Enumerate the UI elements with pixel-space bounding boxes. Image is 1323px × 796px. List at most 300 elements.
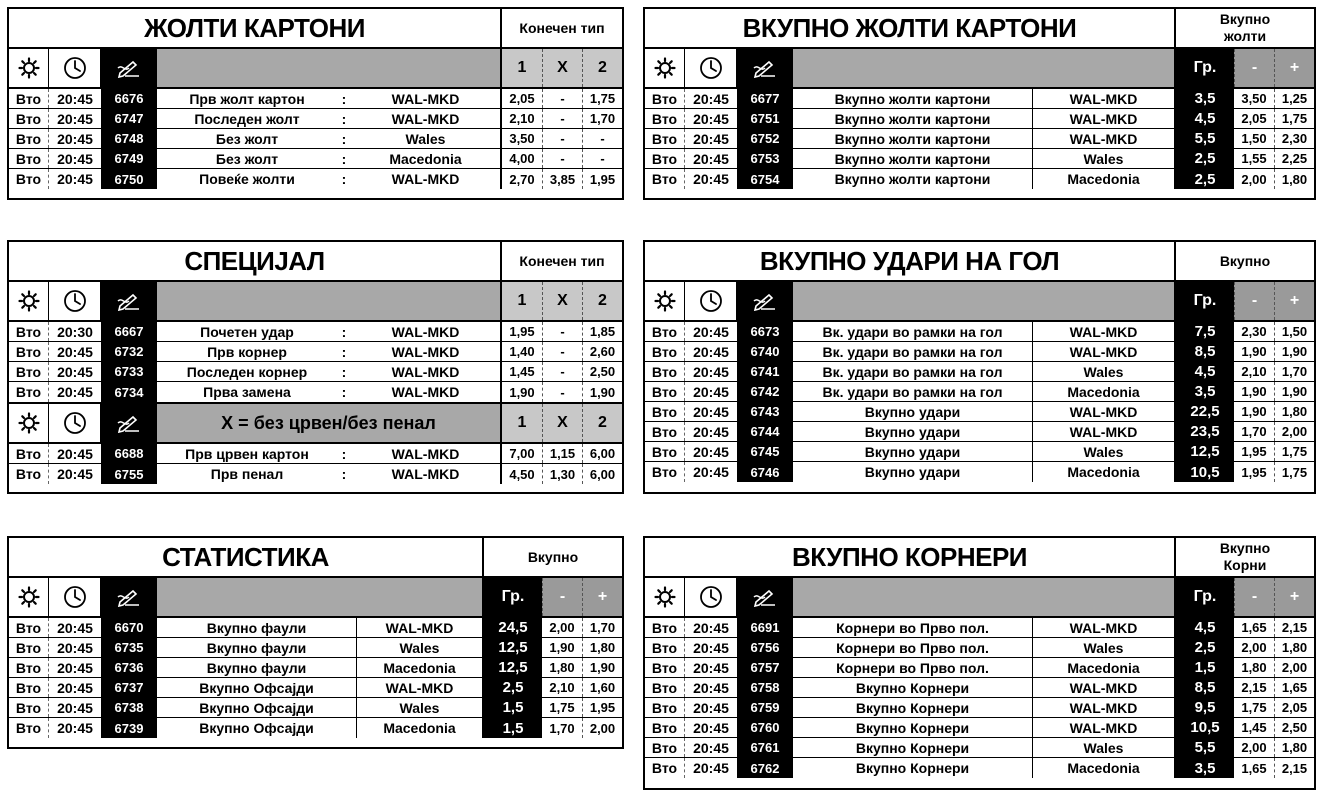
odd-cell[interactable]: 1,85	[582, 322, 622, 341]
table-row[interactable]	[9, 129, 622, 149]
odd-cell[interactable]: 1,95	[1241, 464, 1267, 480]
market-name: Вкупно Корнери	[793, 758, 1033, 778]
sun-icon	[645, 578, 685, 616]
odd-cell[interactable]: 1,95	[582, 698, 622, 717]
odd-cell[interactable]: 1,80	[549, 660, 575, 675]
separator: :	[341, 171, 347, 187]
odd-cell[interactable]: 2,15	[1274, 758, 1314, 778]
odd-cell[interactable]: 2,10	[509, 111, 535, 126]
rows	[9, 322, 622, 404]
odd-cell[interactable]: 7,00	[509, 446, 535, 461]
code-cell: 6740	[737, 342, 793, 361]
odd-cell[interactable]: 1,30	[542, 464, 582, 484]
table-row[interactable]	[645, 362, 1314, 382]
header-grey-bar	[793, 49, 1176, 87]
odd-cell[interactable]: 1,90	[582, 382, 622, 402]
odd-cell[interactable]: -	[542, 149, 582, 168]
icon-row	[645, 282, 1314, 322]
code-cell: 6738	[101, 698, 157, 717]
separator: :	[341, 384, 347, 400]
odd-cell[interactable]: 1,25	[1274, 89, 1314, 108]
time-cell: 20:45	[693, 639, 729, 656]
odd-cell[interactable]: 1,75	[1241, 700, 1267, 715]
table-row[interactable]	[9, 109, 622, 129]
table-row[interactable]	[645, 109, 1314, 129]
rows	[9, 89, 622, 189]
line-cell: 7,5	[1176, 322, 1234, 341]
odd-cell[interactable]: 2,00	[1241, 171, 1267, 187]
header-grey-bar	[157, 578, 484, 616]
market-name: Вк. удари во рамки на гол	[793, 362, 1033, 381]
table-row[interactable]	[645, 462, 1314, 482]
time-cell: 20:45	[57, 384, 93, 400]
odd-cell[interactable]: 1,80	[1274, 638, 1314, 657]
code-cell: 6762	[737, 758, 793, 778]
team-cell: WAL-MKD	[351, 322, 502, 341]
code-cell: 6753	[737, 149, 793, 168]
odds-header-1: -	[542, 578, 582, 616]
time-cell: 20:45	[57, 659, 93, 676]
odd-cell[interactable]: 2,05	[1241, 111, 1267, 126]
team-cell: WAL-MKD	[1033, 322, 1176, 341]
line-cell: 8,5	[1176, 678, 1234, 697]
team-cell: Wales	[1033, 638, 1176, 657]
table-row[interactable]	[645, 618, 1314, 638]
odds-header-2: 2	[582, 49, 622, 87]
odd-cell[interactable]: 1,95	[582, 169, 622, 189]
odd-cell[interactable]: 2,50	[582, 362, 622, 381]
odd-cell[interactable]: 1,75	[1274, 442, 1314, 461]
table-row[interactable]	[9, 342, 622, 362]
sun-icon	[9, 578, 49, 616]
team-cell: Wales	[1033, 738, 1176, 757]
odd-cell[interactable]: 1,70	[549, 720, 575, 736]
code-cell: 6749	[101, 149, 157, 168]
market-name: Вкупно фаули	[157, 658, 357, 677]
market-name: Прва замена	[203, 384, 291, 400]
code-cell: 6752	[737, 129, 793, 148]
code-cell: 6677	[737, 89, 793, 108]
odds-header-1: -	[1234, 282, 1274, 320]
odd-cell[interactable]: 1,45	[1241, 720, 1267, 735]
day-cell: Вто	[9, 658, 49, 677]
table-row[interactable]	[9, 618, 622, 638]
odd-cell[interactable]: 1,40	[509, 344, 535, 359]
odd-cell[interactable]: 3,50	[509, 131, 535, 146]
panel-title: ВКУПНО ЖОЛТИ КАРТОНИ	[645, 9, 1176, 47]
code-cell: 6743	[737, 402, 793, 421]
day-cell: Вто	[9, 89, 49, 108]
odd-cell[interactable]: 1,75	[1274, 109, 1314, 128]
market-name: Вкупно жолти картони	[793, 89, 1033, 108]
market-name: Вкупно Офсајди	[157, 698, 357, 717]
odd-cell[interactable]: 2,00	[1274, 422, 1314, 441]
table-row[interactable]	[645, 402, 1314, 422]
time-cell: 20:45	[693, 343, 729, 360]
market-name: Вкупно фаули	[157, 638, 357, 657]
day-cell: Вто	[9, 382, 49, 402]
odd-cell[interactable]: 1,90	[549, 640, 575, 655]
odds-header-0: Гр.	[1176, 578, 1234, 616]
table-row[interactable]	[645, 149, 1314, 169]
odd-cell[interactable]: -	[582, 149, 622, 168]
table-row[interactable]	[9, 322, 622, 342]
panel-header	[9, 9, 622, 49]
odd-cell[interactable]: 1,90	[509, 384, 535, 400]
type-label: Вкупно	[527, 548, 579, 565]
clock-icon	[685, 578, 737, 616]
line-cell: 1,5	[1176, 658, 1234, 677]
odd-cell[interactable]: 1,75	[549, 700, 575, 715]
time-cell: 20:45	[693, 739, 729, 756]
code-cell: 6756	[737, 638, 793, 657]
odd-cell[interactable]: 1,75	[1274, 462, 1314, 482]
day-cell: Вто	[645, 402, 685, 421]
day-cell: Вто	[645, 718, 685, 737]
odd-cell[interactable]: 1,70	[1274, 362, 1314, 381]
table-row[interactable]	[645, 698, 1314, 718]
odd-cell[interactable]: 1,50	[1274, 322, 1314, 341]
odd-cell[interactable]: 2,30	[1274, 129, 1314, 148]
odd-cell[interactable]: -	[542, 109, 582, 128]
header-grey-bar: X = без црвен/без пенал	[157, 404, 502, 442]
table-row[interactable]	[645, 322, 1314, 342]
icon-row	[9, 49, 622, 89]
time-cell: 20:30	[57, 323, 93, 340]
team-cell: Wales	[357, 698, 484, 717]
odd-cell[interactable]: 6,00	[582, 464, 622, 484]
market-name: Вкупно удари	[793, 442, 1033, 461]
table-row[interactable]	[9, 382, 622, 402]
special-panel	[7, 240, 624, 494]
market-name: Вкупно удари	[793, 462, 1033, 482]
time-cell: 20:45	[693, 130, 729, 147]
table-row[interactable]	[9, 464, 622, 484]
team-cell: WAL-MKD	[351, 169, 502, 189]
pen-icon	[737, 49, 793, 87]
odd-cell[interactable]: 1,95	[509, 324, 535, 339]
odd-cell[interactable]: 3,85	[542, 169, 582, 189]
code-cell: 6758	[737, 678, 793, 697]
day-cell: Вто	[9, 678, 49, 697]
team-cell: Macedonia	[357, 658, 484, 677]
market-name: Без жолт	[215, 130, 279, 147]
market-name: Прв корнер	[207, 343, 287, 360]
odds-header-0: 1	[502, 404, 542, 442]
odd-cell[interactable]: 2,70	[509, 171, 535, 187]
line-cell: 10,5	[1176, 718, 1234, 737]
odd-cell[interactable]: -	[542, 89, 582, 108]
odd-cell[interactable]: 2,00	[582, 718, 622, 738]
separator: :	[341, 130, 347, 147]
odd-cell[interactable]: 2,10	[549, 680, 575, 695]
day-cell: Вто	[9, 638, 49, 657]
odd-cell[interactable]: 2,00	[1274, 658, 1314, 677]
odd-cell[interactable]: -	[542, 362, 582, 381]
odd-cell[interactable]: 1,60	[582, 678, 622, 697]
odd-cell[interactable]: 2,15	[1241, 680, 1267, 695]
team-cell: Wales	[1033, 442, 1176, 461]
team-cell: Macedonia	[357, 718, 484, 738]
day-cell: Вто	[645, 658, 685, 677]
code-cell: 6741	[737, 362, 793, 381]
odd-cell[interactable]: 1,55	[1241, 151, 1267, 166]
market-name: Вкупно жолти картони	[793, 149, 1033, 168]
odd-cell[interactable]: 1,90	[1241, 344, 1267, 359]
odds-header-0: Гр.	[484, 578, 542, 616]
team-cell: Macedonia	[1033, 382, 1176, 401]
odd-cell[interactable]: -	[582, 129, 622, 148]
day-cell: Вто	[645, 678, 685, 697]
table-row[interactable]	[645, 169, 1314, 189]
odd-cell[interactable]: 1,90	[1274, 382, 1314, 401]
line-cell: 1,5	[484, 698, 542, 717]
table-row[interactable]	[645, 678, 1314, 698]
time-cell: 20:45	[693, 679, 729, 696]
day-cell: Вто	[9, 464, 49, 484]
odd-cell[interactable]: 2,00	[1241, 740, 1267, 755]
day-cell: Вто	[645, 638, 685, 657]
odd-cell[interactable]: 1,80	[1274, 402, 1314, 421]
code-cell: 6759	[737, 698, 793, 717]
team-cell: WAL-MKD	[1033, 342, 1176, 361]
odd-cell[interactable]: 1,75	[582, 89, 622, 108]
time-cell: 20:45	[57, 130, 93, 147]
time-cell: 20:45	[57, 619, 93, 636]
time-cell: 20:45	[57, 445, 93, 462]
separator: :	[341, 343, 347, 360]
line-cell: 12,5	[484, 658, 542, 677]
odd-cell[interactable]: 1,90	[1274, 342, 1314, 361]
code-cell: 6670	[101, 618, 157, 637]
table-row[interactable]	[9, 658, 622, 678]
odd-cell[interactable]: 1,90	[1241, 404, 1267, 419]
table-row[interactable]	[645, 422, 1314, 442]
team-cell: Wales	[1033, 149, 1176, 168]
day-cell: Вто	[9, 149, 49, 168]
time-cell: 20:45	[57, 639, 93, 656]
day-cell: Вто	[645, 362, 685, 381]
odd-cell[interactable]: 1,65	[1241, 760, 1267, 776]
line-cell: 23,5	[1176, 422, 1234, 441]
odd-cell[interactable]: 1,50	[1241, 131, 1267, 146]
odd-cell[interactable]: 2,00	[1241, 640, 1267, 655]
odd-cell[interactable]: 2,15	[1274, 618, 1314, 637]
odd-cell[interactable]: 1,80	[582, 638, 622, 657]
table-row[interactable]	[645, 638, 1314, 658]
code-cell: 6761	[737, 738, 793, 757]
line-cell: 2,5	[1176, 638, 1234, 657]
odd-cell[interactable]: 1,80	[1274, 169, 1314, 189]
market-name: Последен жолт	[194, 110, 300, 127]
odd-cell[interactable]: 1,45	[509, 364, 535, 379]
time-cell: 20:45	[693, 171, 729, 187]
team-cell: WAL-MKD	[1033, 618, 1176, 637]
rows	[645, 89, 1314, 189]
time-cell: 20:45	[693, 110, 729, 127]
odd-cell[interactable]: 4,50	[509, 466, 535, 482]
odd-cell[interactable]: -	[542, 382, 582, 402]
odds-header-1: X	[542, 49, 582, 87]
table-row[interactable]	[9, 89, 622, 109]
odd-cell[interactable]: 1,90	[1241, 384, 1267, 399]
separator: :	[341, 110, 347, 127]
table-row[interactable]	[645, 129, 1314, 149]
table-row[interactable]	[645, 758, 1314, 778]
line-cell: 5,5	[1176, 738, 1234, 757]
team-cell: WAL-MKD	[351, 362, 502, 381]
table-row[interactable]	[9, 698, 622, 718]
team-cell: WAL-MKD	[1033, 698, 1176, 717]
odds-header-2: +	[1274, 578, 1314, 616]
code-cell: 6757	[737, 658, 793, 677]
odd-cell[interactable]: 1,95	[1241, 444, 1267, 459]
statistics-panel	[7, 536, 624, 749]
day-cell: Вто	[645, 462, 685, 482]
total-shots-panel	[643, 240, 1316, 494]
odd-cell[interactable]: -	[542, 322, 582, 341]
line-cell: 12,5	[484, 638, 542, 657]
team-cell: Macedonia	[1033, 658, 1176, 677]
odd-cell[interactable]: 3,50	[1241, 91, 1267, 106]
day-cell: Вто	[9, 129, 49, 148]
team-cell: Wales	[351, 129, 502, 148]
market-name: Прв жолт картон	[189, 90, 305, 107]
time-cell: 20:45	[693, 403, 729, 420]
day-cell: Вто	[9, 444, 49, 463]
market-name: Вк. удари во рамки на гол	[793, 382, 1033, 401]
odd-cell[interactable]: 6,00	[582, 444, 622, 463]
line-cell: 9,5	[1176, 698, 1234, 717]
odd-cell[interactable]: 1,90	[582, 658, 622, 677]
odd-cell[interactable]: 2,00	[549, 620, 575, 635]
odd-cell[interactable]: -	[542, 129, 582, 148]
table-row[interactable]	[645, 738, 1314, 758]
odd-cell[interactable]: 1,65	[1241, 620, 1267, 635]
day-cell: Вто	[645, 758, 685, 778]
table-row[interactable]	[9, 678, 622, 698]
header-grey-bar	[793, 282, 1176, 320]
code-cell: 6754	[737, 169, 793, 189]
day-cell: Вто	[9, 322, 49, 341]
team-cell: Macedonia	[351, 149, 502, 168]
table-row[interactable]	[9, 169, 622, 189]
odd-cell[interactable]: -	[542, 342, 582, 361]
market-name: Прв црвен картон	[185, 445, 309, 462]
table-row[interactable]	[645, 382, 1314, 402]
code-cell: 6688	[101, 444, 157, 463]
icon-row	[645, 49, 1314, 89]
odd-cell[interactable]: 2,05	[509, 91, 535, 106]
table-row[interactable]	[645, 442, 1314, 462]
line-cell: 2,5	[1176, 169, 1234, 189]
table-row[interactable]	[9, 638, 622, 658]
separator: :	[341, 363, 347, 380]
pen-icon	[101, 282, 157, 320]
team-cell: WAL-MKD	[351, 89, 502, 108]
code-cell: 6746	[737, 462, 793, 482]
odd-cell[interactable]: 1,70	[582, 618, 622, 637]
odd-cell[interactable]: 2,60	[582, 342, 622, 361]
table-row[interactable]	[645, 89, 1314, 109]
table-row[interactable]	[645, 658, 1314, 678]
rows	[645, 322, 1314, 482]
separator: :	[341, 90, 347, 107]
odd-cell[interactable]: 1,65	[1274, 678, 1314, 697]
rows	[9, 618, 622, 738]
code-cell: 6736	[101, 658, 157, 677]
odd-cell[interactable]: 2,05	[1274, 698, 1314, 717]
team-cell: WAL-MKD	[357, 618, 484, 637]
separator: :	[341, 150, 347, 167]
time-cell: 20:45	[57, 720, 93, 736]
odds-header-0: Гр.	[1176, 49, 1234, 87]
day-cell: Вто	[645, 422, 685, 441]
line-cell: 12,5	[1176, 442, 1234, 461]
time-cell: 20:45	[57, 171, 93, 187]
odd-cell[interactable]: 1,80	[1241, 660, 1267, 675]
icon-row	[645, 578, 1314, 618]
table-row[interactable]	[9, 149, 622, 169]
table-row[interactable]	[9, 718, 622, 738]
code-cell: 6744	[737, 422, 793, 441]
pen-icon	[737, 282, 793, 320]
panel-header	[9, 538, 622, 578]
code-cell: 6755	[101, 464, 157, 484]
odds-header-1: -	[1234, 578, 1274, 616]
clock-icon	[685, 282, 737, 320]
time-cell: 20:45	[693, 363, 729, 380]
odd-cell[interactable]: 4,00	[509, 151, 535, 166]
time-cell: 20:45	[693, 383, 729, 400]
odd-cell[interactable]: 2,25	[1274, 149, 1314, 168]
odd-cell[interactable]: 2,10	[1241, 364, 1267, 379]
line-cell: 22,5	[1176, 402, 1234, 421]
table-row[interactable]	[645, 342, 1314, 362]
market-name: Вк. удари во рамки на гол	[793, 322, 1033, 341]
line-cell: 4,5	[1176, 618, 1234, 637]
odds-header-2: +	[582, 578, 622, 616]
market-name: Вкупно удари	[793, 422, 1033, 441]
line-cell: 1,5	[484, 718, 542, 738]
odd-cell[interactable]: 2,50	[1274, 718, 1314, 737]
odds-header-1: X	[542, 404, 582, 442]
time-cell: 20:45	[57, 110, 93, 127]
line-cell: 3,5	[1176, 758, 1234, 778]
type-label: Вкупно	[1219, 252, 1271, 269]
line-cell: 8,5	[1176, 342, 1234, 361]
rows	[645, 618, 1314, 778]
pen-icon	[101, 578, 157, 616]
code-cell: 6745	[737, 442, 793, 461]
odd-cell[interactable]: 1,70	[1241, 424, 1267, 439]
odd-cell[interactable]: 2,30	[1241, 324, 1267, 339]
table-row[interactable]	[645, 718, 1314, 738]
code-cell: 6742	[737, 382, 793, 401]
odd-cell[interactable]: 1,70	[582, 109, 622, 128]
odd-cell[interactable]: 1,15	[542, 444, 582, 463]
market-name: Вкупно жолти картони	[793, 129, 1033, 148]
table-row[interactable]	[9, 362, 622, 382]
market-name: Без жолт	[215, 150, 279, 167]
table-row[interactable]	[9, 444, 622, 464]
yellow-cards-panel	[7, 7, 624, 200]
odd-cell[interactable]: 1,80	[1274, 738, 1314, 757]
team-cell: WAL-MKD	[351, 382, 502, 402]
clock-icon	[49, 404, 101, 442]
team-cell: WAL-MKD	[1033, 718, 1176, 737]
market-name: Вкупно фаули	[157, 618, 357, 637]
